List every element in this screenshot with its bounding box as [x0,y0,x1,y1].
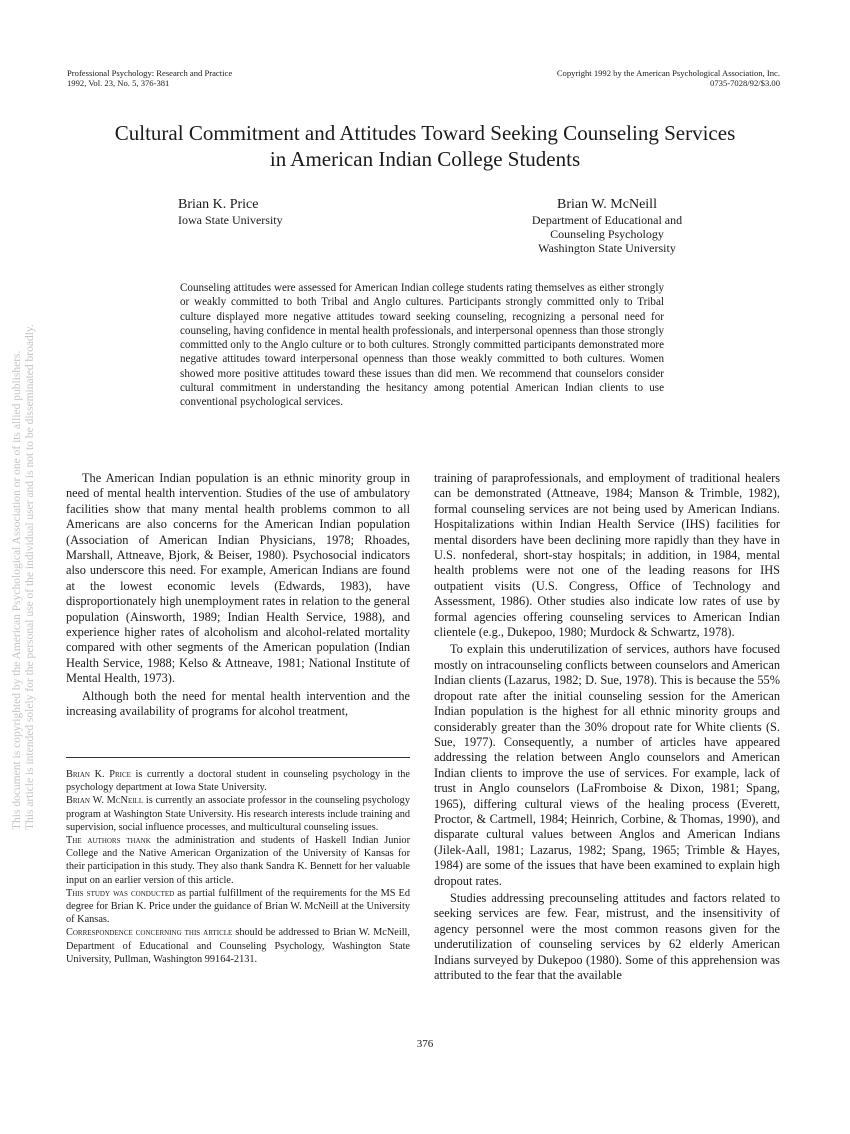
author-2-affiliation-line: Washington State University [538,241,676,255]
author-2-name: Brian W. McNeill [557,197,657,212]
footnote-lead: Correspondence concerning this article [66,927,233,939]
footnote-lead: This study was conducted [66,887,175,899]
footnote-lead: The authors thank [66,835,151,847]
paragraph: Although both the need for mental health intervention and the increasing availability of programs for alcohol treatment, [66,688,410,719]
abstract: Counseling attitudes were assessed for American Indian college students rating themselves as either strongly or weakly committed to both Tribal and Anglo cultures. Participants strongly committed only to Tribal culture displayed more negative attitudes toward seeking counseling, recognizing a personal need for counseling, having confidence in mental health professionals, and interpersonal openness than those strongly committed only to the Anglo culture or to both cultures. Strongly committed participants demonstrated more negative attitudes toward interpersonal openness than those weakly committed to both cultures. Women showed more positive attitudes toward these issues than did men. We recommend that counselors consider cultural commitment in understanding the hesitancy among potential American Indian clients to use conventional psychological services. [180,282,664,409]
paragraph: The American Indian population is an ethnic minority group in need of mental health intervention. Studies of the use of ambulatory facilities show that many mental health problems common to all Americans are also concerns for the American Indian population (Association of American Indian Physicians, 1978; Rhoades, Marshall, Attneave, Bjork, & Beiser, 1980). Psychosocial indicators also underscore this need. For example, American Indians are found at the lowest economic levels (Edwards, 1983), have disproportionately high unemployment rates in relation to the general population (Ainsworth, 1989; Indian Health Service, 1988), and experience higher rates of alcoholism and alcohol-related mortality compared with other segments of the American population (Indian Health Service, 1988; Kelso & Attneave, 1981; National Institute of Mental Health, 1973). [66,471,410,686]
footnote-text: should be addressed to Brian W. McNeill, Department of Educational and Counseling Psychology, Washington State University, Pullman, Washington 99164-2131. [66,927,410,965]
footnote-text: the administration and students of Haskell Indian Junior College and the Native American Organization of the University of Kansas for their participation in this study. They also thank Sandra K. Bennett for her valuable input on an earlier version of this article. [66,835,411,886]
watermark-line: This article is intended solely for the personal use of the individual user and is not to be disseminated broadly. [24,324,36,830]
footnote-lead: Brian W. McNeill [66,795,144,807]
author-2-affiliation-line: Counseling Psychology [550,227,664,241]
footnote-text: is currently a doctoral student in counseling psychology in the psychology department at Iowa State University. [66,769,410,794]
body-column-right [434,471,780,983]
author-1 [178,196,283,227]
paragraph: Studies addressing precounseling attitudes and factors related to seeking services are few. Fear, mistrust, and the insensitivity of agency personnel were the most common reasons given for the underutilization of counseling services by 62 elderly American Indians surveyed by Dukepoo (1980). Some of this apprehension was attributed to the fear that the available [434,890,780,982]
watermark-line: This document is copyrighted by the American Psychological Association or one of its allied publishers. [11,350,23,830]
footnote [66,768,410,794]
author-1-name: Brian K. Price [178,197,259,212]
footnote-divider [66,757,410,758]
page-number: 376 [416,1038,434,1050]
paragraph: To explain this underutilization of services, authors have focused mostly on intracounseling conflicts between counselors and American Indian clients (Lazarus, 1982; D. Sue, 1978). This is because the 55% dropout rate after the initial counseling session for the American Indian population is the highest for all ethnic minority groups and considerably greater than the 30% dropout rate for White clients (S. Sue, 1977). Consequently, a number of articles have appeared addressing the relation between Anglo counselors and American Indian clients to improve the use of services. For example, lack of trust in Anglo counselors (LaFromboise & Dixon, 1981; Spang, 1965), differing cultural views of the healing process (Everett, Proctor, & Cartmell, 1984; Heinrich, Corbine, & Thomas, 1990), and disparate cultural values between Anglos and American Indians (Jilek-Aall, 1981; Lazarus, 1982; Spang, 1965; Trimble & Hayes, 1984) are some of the issues that have been examined to explain high dropout rates. [434,642,780,888]
journal-name: Professional Psychology: Research and Practice [67,68,233,78]
paragraph: training of paraprofessionals, and employment of traditional healers can be demonstrated (Attneave, 1984; Manson & Trimble, 1982), formal counseling services are not being used by American Indians. Hospitalizations within Indian Health Service (IHS) facilities for mental disorders have been declining more rapidly than they have in U.S. nonfederal, short-stay hospitals; in addition, in 1984, mental health problems were not one of the leading reasons for IHS outpatient visits (U.S. Congress, Office of Technology and Assessment, 1986). Other studies also indicate low rates of use by formal agencies offering counseling services to American Indian clientele (e.g., Dukepoo, 1980; Murdock & Schwartz, 1978). [434,471,780,640]
title-line-1: Cultural Commitment and Attitudes Toward Seeking Counseling Services [114,121,736,145]
footnote-text: as partial fulfillment of the requirements for the MS Ed degree for Brian K. Price under the guidance of Brian W. McNeill at the University of Kansas. [66,887,410,926]
footnote [66,887,410,927]
footnote [66,834,410,887]
author-notes [66,768,410,966]
copyright-header [557,68,780,88]
journal-volume: 1992, Vol. 23, No. 5, 376-381 [67,78,170,88]
author-1-affiliation: Iowa State University [178,213,283,227]
journal-header [67,68,232,88]
title-line-2: in American Indian College Students [269,147,581,171]
footnote-lead: Brian K. Price [66,769,131,780]
article-title [40,120,810,172]
footnote-text: is currently an associate professor in the counseling psychology program at Washington State University. His research interests include training and supervision, social influence processes, and multicultural counseling issues. [66,795,410,833]
author-2 [500,196,714,255]
copyright-watermark [0,0,40,1134]
footnote [66,794,410,834]
body-column-left [66,471,410,720]
footnote [66,926,410,966]
copyright-notice: Copyright 1992 by the American Psychological Association, Inc. [556,68,780,78]
author-2-affiliation-line: Department of Educational and [531,213,683,227]
article-code: 0735-7028/92/$3.00 [710,78,780,88]
